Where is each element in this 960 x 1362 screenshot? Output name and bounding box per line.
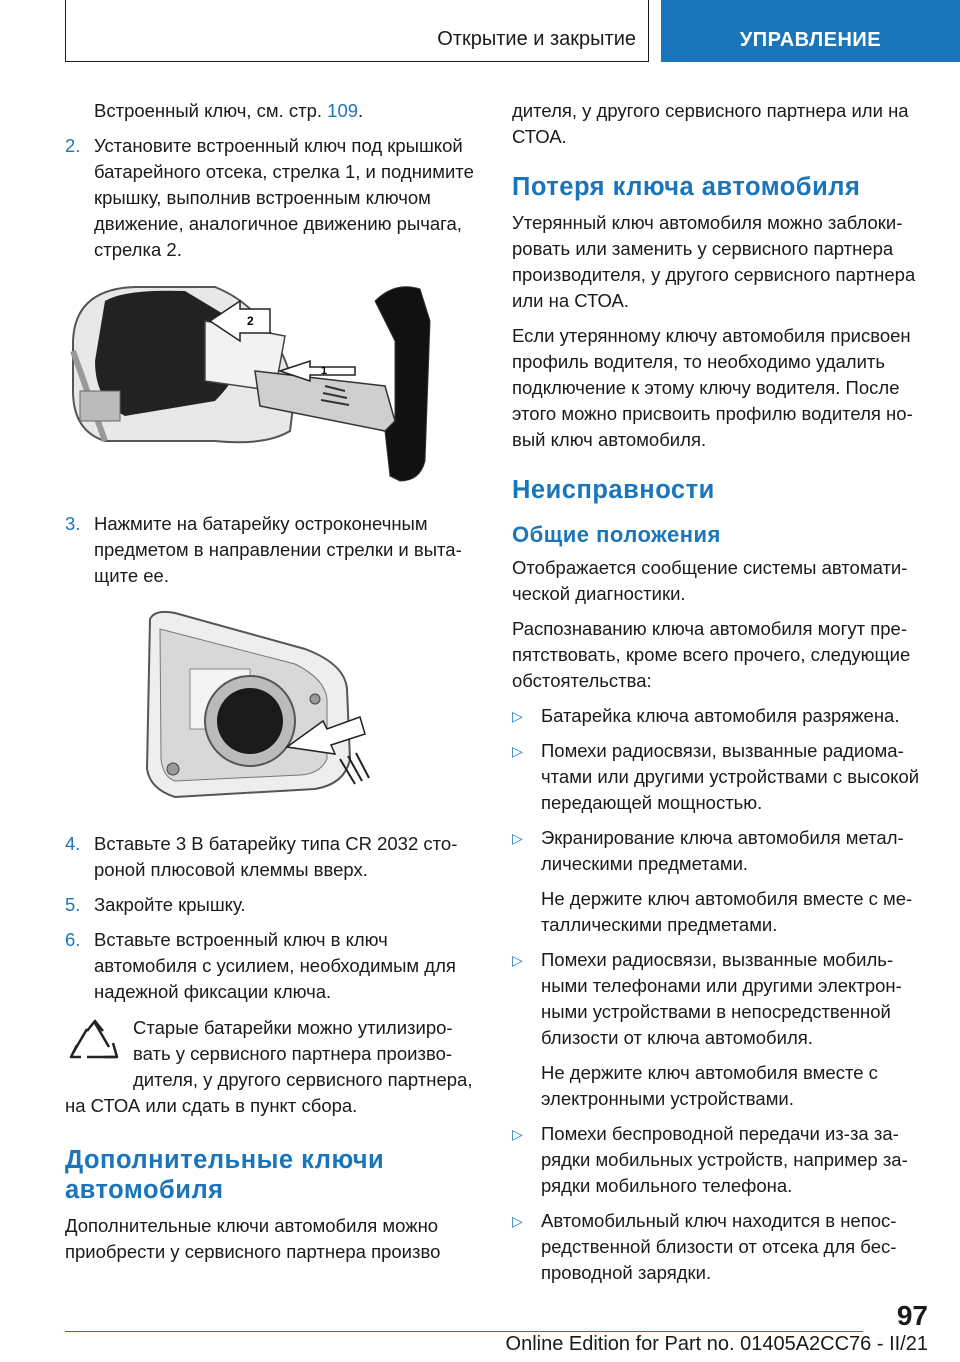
bullet-triangle-icon: ▷ bbox=[512, 830, 523, 846]
bullet-text: Помехи беспроводной передачи из-за зарядки мобильных устройств, например зарядки мобильного телефона. bbox=[541, 1123, 908, 1196]
step-number: 2. bbox=[65, 135, 81, 156]
bullet-text: Автомобильный ключ находится в непосредственной близости от отсека для беспроводной зарядки. bbox=[541, 1210, 897, 1283]
bullet-triangle-icon: ▷ bbox=[512, 1126, 523, 1142]
bullet-note: Не держите ключ автомобиля вместе с электронными устройствами. bbox=[541, 1062, 878, 1109]
heading-lost-key: Потеря ключа автомобиля bbox=[512, 173, 861, 201]
footer-divider bbox=[65, 1331, 863, 1332]
intro-prefix: Встроенный ключ, см. стр. bbox=[94, 100, 323, 121]
recycle-icon bbox=[65, 1017, 125, 1077]
step-4 bbox=[65, 831, 475, 883]
list-item bbox=[512, 738, 927, 816]
step-number: 4. bbox=[65, 833, 81, 854]
bullet-text: Экранирование ключа автомобиля металлическими предметами. bbox=[541, 827, 904, 874]
bullet-text: Помехи радиосвязи, вызванные мобильными телефонами или другими электронными устройствами в непосредственной близости от ключа автомобиля. bbox=[541, 949, 902, 1048]
step-text: Закройте крышку. bbox=[94, 894, 246, 915]
list-item bbox=[512, 1208, 927, 1286]
arrow-2-label: 2 bbox=[247, 314, 254, 328]
bullet-note: Не держите ключ автомобиля вместе с металлическими предметами. bbox=[541, 888, 913, 935]
arrow-1-label: 1 bbox=[321, 365, 328, 377]
chapter-title: УПРАВЛЕНИЕ bbox=[739, 29, 882, 51]
section-title: Открытие и закрытие bbox=[437, 28, 636, 50]
intro-suffix: . bbox=[358, 100, 364, 121]
header-chapter bbox=[661, 0, 960, 62]
right-column bbox=[512, 98, 927, 1295]
step-6 bbox=[65, 927, 475, 1005]
step-5 bbox=[65, 892, 475, 918]
step-number: 5. bbox=[65, 894, 81, 915]
header-section bbox=[65, 0, 649, 62]
heading-general: Общие положения bbox=[512, 522, 721, 547]
bullet-text: Помехи радиосвязи, вызванные радиомачтами или другими устройствами с высокой передающей мощностью. bbox=[541, 740, 920, 813]
bullet-triangle-icon: ▷ bbox=[512, 952, 523, 968]
step-number: 3. bbox=[65, 513, 81, 534]
step-text: Вставьте встроенный ключ в ключ автомобиля с усилием, необходимым для надежной фиксации ключа. bbox=[94, 929, 456, 1002]
step-number: 6. bbox=[65, 929, 81, 950]
bullet-triangle-icon: ▷ bbox=[512, 1213, 523, 1229]
page-number: 97 bbox=[896, 1300, 928, 1331]
step-3 bbox=[65, 511, 475, 589]
general-paragraph-1: Отображается сообщение системы автоматической диагностики. bbox=[512, 557, 908, 604]
intro-paragraph bbox=[65, 98, 475, 124]
step-text: Нажмите на батарейку остроконечным предметом в направлении стрелки и вытащите ее. bbox=[94, 513, 462, 586]
general-paragraph-2: Распознаванию ключа автомобиля могут препятствовать, кроме всего прочего, следующие обстоятельства: bbox=[512, 618, 911, 691]
battery-removal-figure bbox=[65, 609, 475, 809]
list-item bbox=[512, 1121, 927, 1199]
bullet-text: Батарейка ключа автомобиля разряжена. bbox=[541, 705, 900, 726]
page-reference-link[interactable]: 109 bbox=[327, 100, 359, 121]
key-battery-cover-figure bbox=[65, 281, 475, 491]
lost-key-paragraph-2: Если утерянному ключу автомобиля присвоен профиль водителя, то необходимо удалить подключение к этому ключу водителя. После этого можно присвоить профилю водителя новый ключ автомобиля. bbox=[512, 325, 913, 450]
continued-text: дителя, у другого сервисного партнера или на СТОА. bbox=[512, 100, 909, 147]
additional-keys-text: Дополнительные ключи автомобиля можно приобрести у сервисного партнера произво bbox=[65, 1215, 441, 1262]
bullet-triangle-icon: ▷ bbox=[512, 743, 523, 759]
bullet-triangle-icon: ▷ bbox=[512, 708, 523, 724]
list-item bbox=[512, 825, 927, 877]
list-item bbox=[512, 947, 927, 1051]
left-column bbox=[65, 98, 475, 1274]
step-2 bbox=[65, 133, 475, 263]
heading-faults: Неисправности bbox=[512, 476, 715, 504]
recycle-text: Старые батарейки можно утилизировать у сервисного партнера производителя, у другого сервисного партнера, на СТОА или сдать в пункт сбора. bbox=[65, 1017, 473, 1116]
step-text: Вставьте 3 В батарейку типа CR 2032 стороной плюсовой клеммы вверх. bbox=[94, 833, 458, 880]
recycle-note bbox=[65, 1015, 475, 1119]
step-text: Установите встроенный ключ под крышкой батарейного отсека, стрелка 1, и поднимите крышку, выполнив встроенным ключом движение, аналогичное движению рычага, стрелка 2. bbox=[94, 135, 474, 260]
footer-edition: Online Edition for Part no. 01405A2CC76 - II/21 bbox=[505, 1333, 928, 1355]
lost-key-paragraph-1: Утерянный ключ автомобиля можно заблокировать или заменить у сервисного партнера производителя, у другого сервисного партнера или на СТОА. bbox=[512, 212, 916, 311]
list-item bbox=[512, 703, 927, 729]
heading-additional-keys: Дополнительные ключи автомобиля bbox=[65, 1146, 385, 1204]
